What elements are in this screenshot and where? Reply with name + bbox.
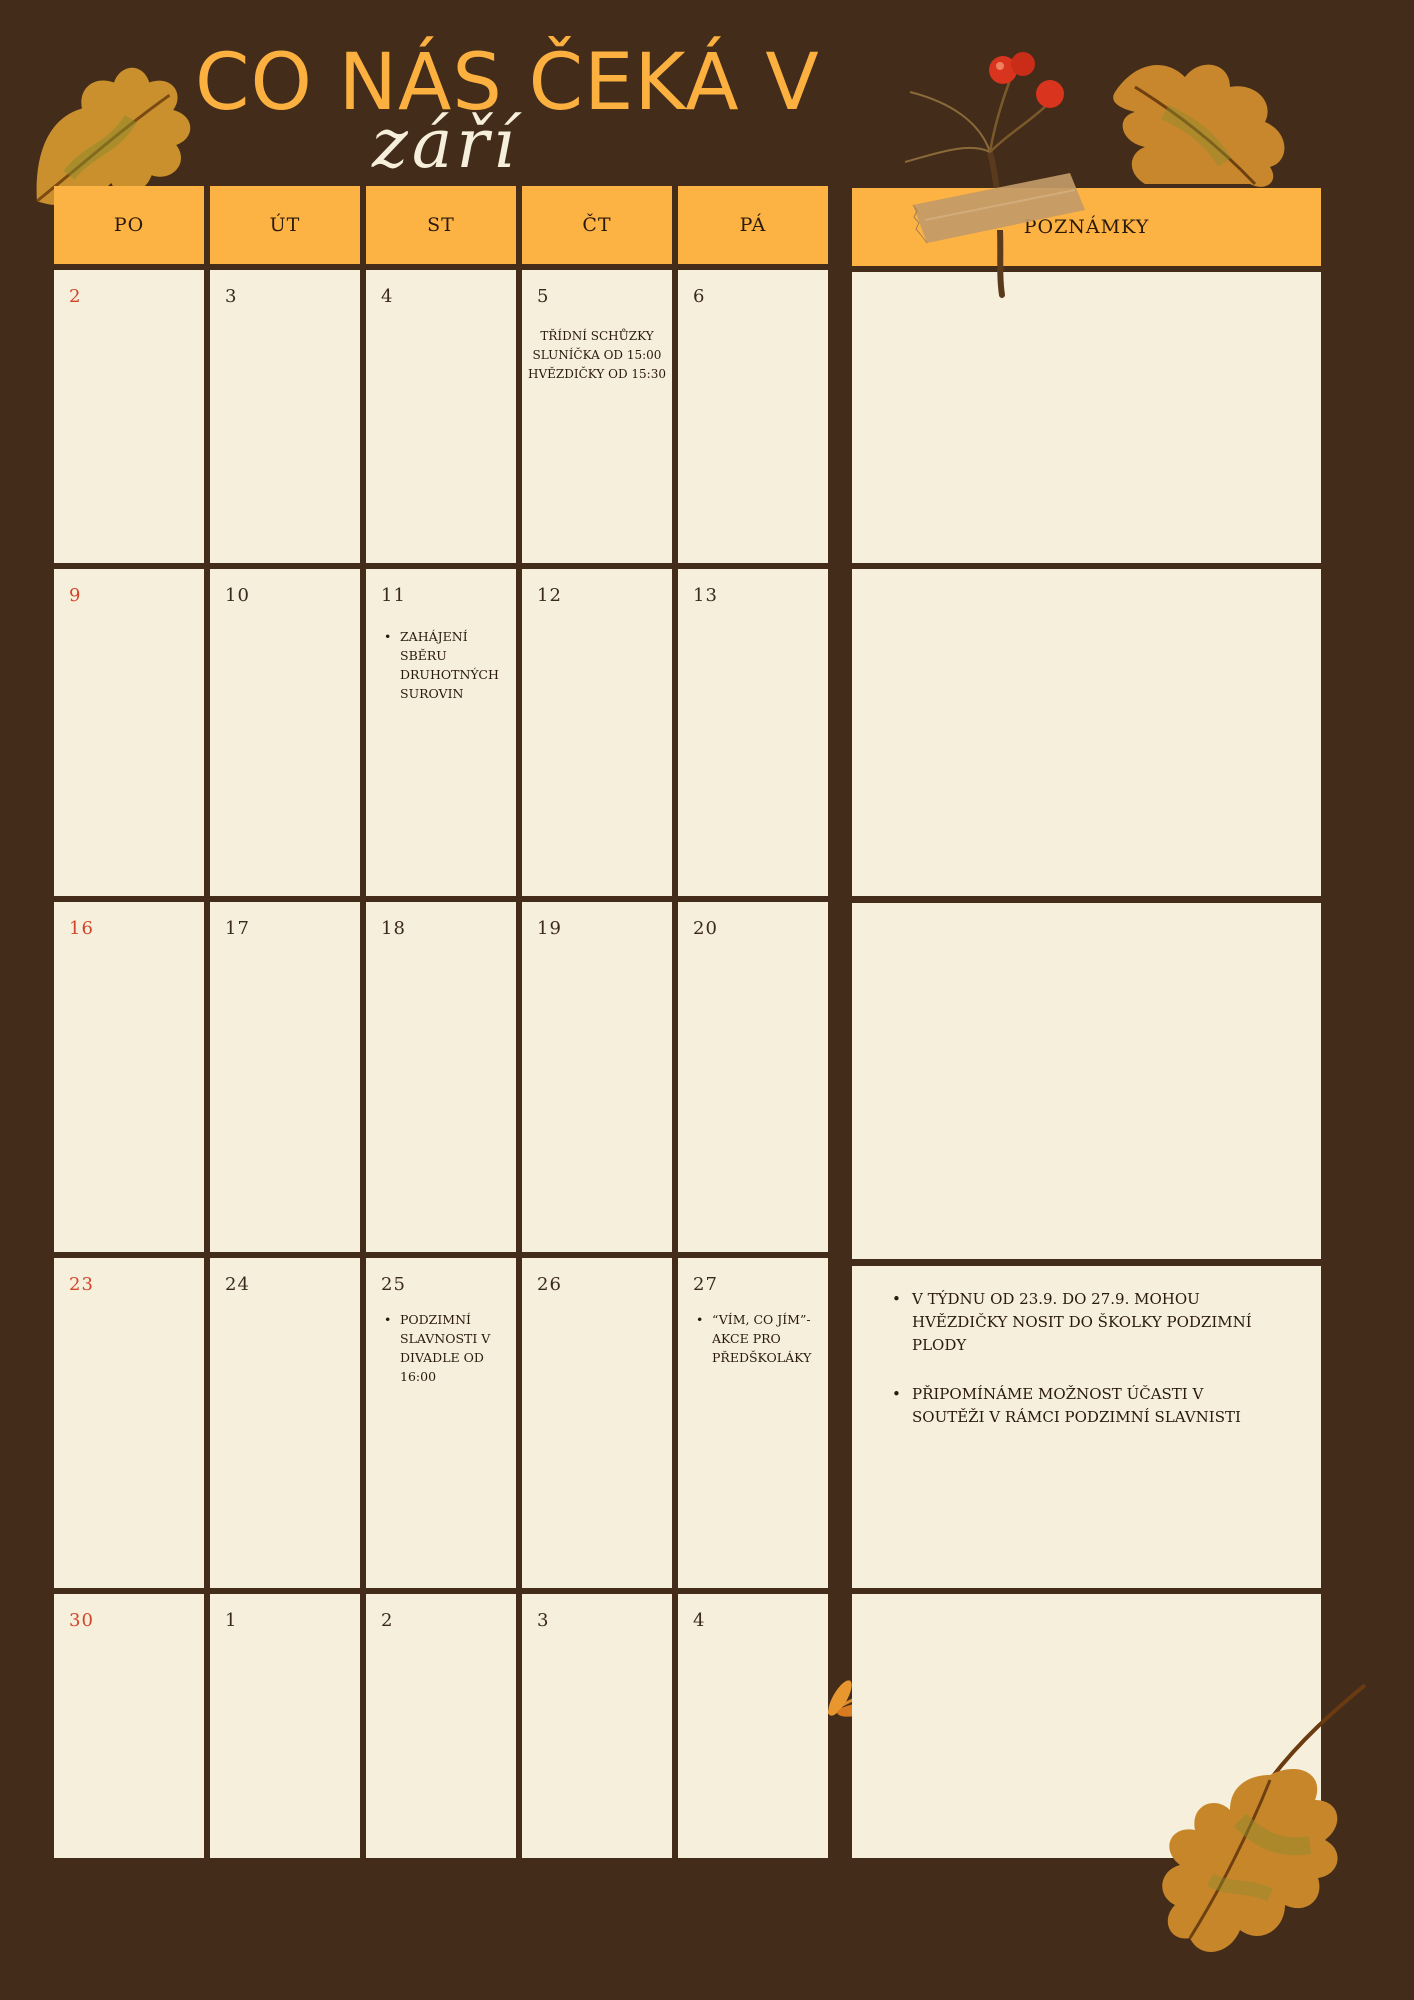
day-cell (210, 569, 360, 896)
day-cell (678, 270, 828, 563)
day-cell (366, 1258, 516, 1588)
note-item: • PŘIPOMÍNÁME MOŽNOST ÚČASTI V SOUTĚŽI V RÁMCI PODZIMNÍ SLAVNISTI (892, 1383, 1252, 1429)
weekday-header-ct: ČT (522, 186, 672, 264)
day-cell (522, 270, 672, 563)
day-number: 30 (69, 1610, 94, 1631)
day-number: 25 (381, 1274, 406, 1295)
month-subtitle: září (372, 105, 519, 184)
day-cell (522, 1258, 672, 1588)
day-number: 5 (537, 286, 550, 307)
day-cell (522, 1594, 672, 1858)
day-number: 2 (69, 286, 82, 307)
day-cell (54, 902, 204, 1252)
event-item: TŘÍDNÍ SCHŮZKY (540, 329, 654, 343)
day-cell (210, 1594, 360, 1858)
event-item: SLUNÍČKA OD 15:00 (532, 348, 662, 362)
day-cell (522, 569, 672, 896)
event-item: • PODZIMNÍ SLAVNOSTI V DIVADLE OD 16:00 (382, 1310, 502, 1386)
day-number: 2 (381, 1610, 394, 1631)
day-number: 10 (225, 585, 250, 606)
day-number: 6 (693, 286, 706, 307)
day-cell (678, 1594, 828, 1858)
day-cell (210, 902, 360, 1252)
notes-cell (852, 1266, 1321, 1588)
day-cell (210, 270, 360, 563)
day-cell (366, 270, 516, 563)
page-title: CO NÁS ČEKÁ V (195, 38, 820, 128)
day-cell (54, 270, 204, 563)
note-item: • V TÝDNU OD 23.9. DO 27.9. MOHOU HVĚZDIČKY NOSIT DO ŠKOLKY PODZIMNÍ PLODY (892, 1288, 1252, 1357)
day-cell (366, 902, 516, 1252)
day-number: 4 (693, 1610, 706, 1631)
event-list (382, 1310, 502, 1386)
day-number: 18 (381, 918, 406, 939)
day-number: 3 (537, 1610, 550, 1631)
day-cell (54, 1594, 204, 1858)
day-cell (54, 569, 204, 896)
day-number: 3 (225, 286, 238, 307)
day-number: 12 (537, 585, 562, 606)
event-item: • ZAHÁJENÍ SBĚRU DRUHOTNÝCH SUROVIN (382, 627, 502, 703)
weekday-header-st: ST (366, 186, 516, 264)
day-number: 17 (225, 918, 250, 939)
day-number: 20 (693, 918, 718, 939)
day-cell (366, 569, 516, 896)
oak-leaf-top-right-icon (1105, 52, 1310, 192)
day-number: 26 (537, 1274, 562, 1295)
day-number: 1 (225, 1610, 238, 1631)
day-cell (54, 1258, 204, 1588)
weekday-header-ut: ÚT (210, 186, 360, 264)
oak-leaf-bottom-right-icon (1150, 1680, 1380, 1970)
notes-cell (852, 903, 1321, 1259)
event-item: • “VÍM, CO JÍM”- AKCE PRO PŘEDŠKOLÁKY (694, 1310, 819, 1367)
day-number: 19 (537, 918, 562, 939)
event-list (694, 1310, 819, 1367)
event-list (382, 627, 502, 703)
twig-stem-icon (990, 230, 1010, 300)
event-list (522, 327, 672, 384)
event-item: HVĚZDIČKY OD 15:30 (527, 367, 666, 381)
day-number: 13 (693, 585, 718, 606)
day-number: 27 (693, 1274, 718, 1295)
day-cell (366, 1594, 516, 1858)
day-cell (522, 902, 672, 1252)
day-number: 11 (381, 585, 406, 606)
day-number: 16 (69, 918, 94, 939)
day-cell (678, 1258, 828, 1588)
notes-header: POZNÁMKY (852, 188, 1321, 266)
notes-cell (852, 569, 1321, 896)
weekday-header-po: PO (54, 186, 204, 264)
day-number: 9 (69, 585, 82, 606)
day-number: 4 (381, 286, 394, 307)
day-cell (678, 902, 828, 1252)
weekday-header-pa: PÁ (678, 186, 828, 264)
day-number: 24 (225, 1274, 250, 1295)
day-cell (678, 569, 828, 896)
notes-cell (852, 272, 1321, 563)
day-number: 23 (69, 1274, 94, 1295)
day-cell (210, 1258, 360, 1588)
notes-list (892, 1288, 1252, 1455)
